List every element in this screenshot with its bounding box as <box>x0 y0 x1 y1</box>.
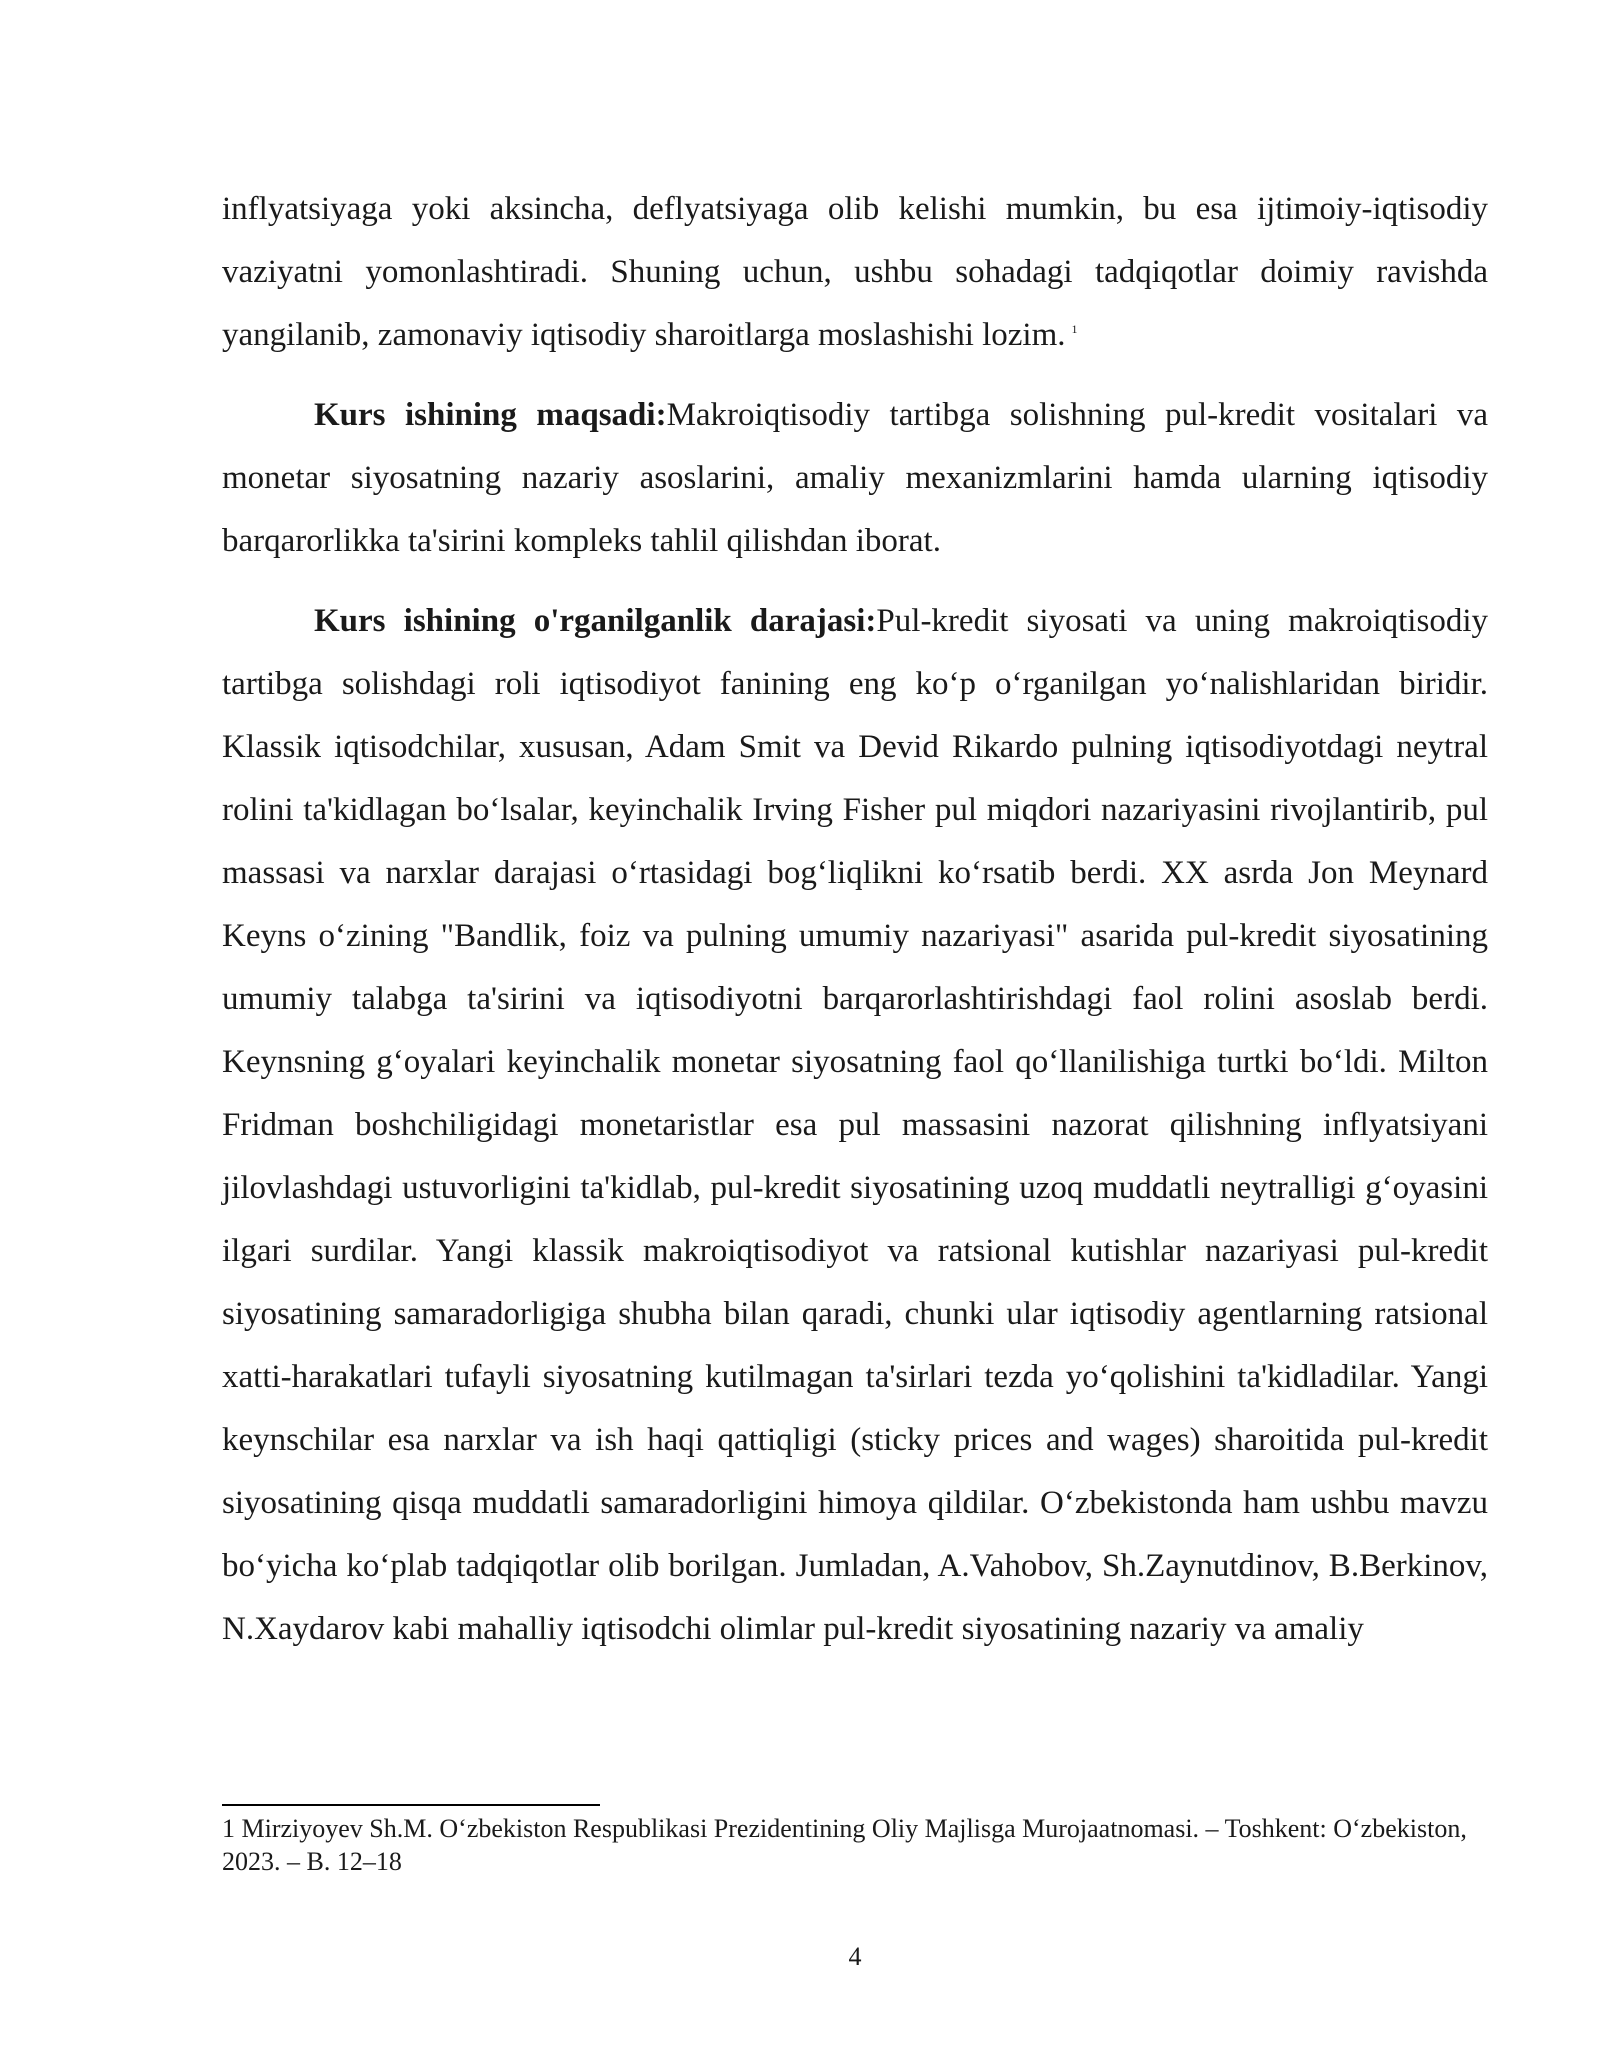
footnote-separator <box>222 1804 600 1806</box>
paragraph-text: Makroiqtisodiy tartibga solishning pul-kredit vositalari va monetar siyosatning nazariy asoslarini, amaliy mexanizmlarini hamda ularning iqtisodiy barqarorlikka ta'sirini kompleks tahlil qilishdan iborat. <box>222 397 1488 559</box>
footnote-reference[interactable]: 1 <box>1071 322 1078 336</box>
paragraph-goal <box>222 384 1488 573</box>
page-number: 4 <box>848 1942 862 1971</box>
paragraph-heading: Kurs ishining maqsadi: <box>314 397 667 433</box>
paragraph-text: inflyatsiyaga yoki aksincha, deflyatsiyaga olib kelishi mumkin, bu esa ijtimoiy-iqtisodiy vaziyatni yomonlashtiradi. Shuning uchun, ushbu sohadagi tadqiqotlar doimiy ravishda yangilanib, zamonaviy iqtisodiy sharoitlarga moslashishi lozim. <box>222 191 1488 353</box>
paragraph-study-level <box>222 590 1488 1661</box>
footnote <box>222 1812 1488 1878</box>
paragraph-heading: Kurs ishining o'rganilganlik darajasi: <box>314 603 877 639</box>
paragraph-text: Pul-kredit siyosati va uning makroiqtisodiy tartibga solishdagi roli iqtisodiyot fanining eng koʻp oʻrganilgan yoʻnalishlaridan biridir. Klassik iqtisodchilar, xususan, Adam Smit va Devid Rikardo pulning iqtisodiyotdagi neytral rolini ta'kidlagan boʻlsalar, keyinchalik Irving Fisher pul miqdori nazariyasini rivojlantirib, pul massasi va narxlar darajasi oʻrtasidagi bogʻliqlikni koʻrsatib berdi. XX asrda Jon Meynard Keyns oʻzining "Bandlik, foiz va pulning umumiy nazariyasi" asarida pul-kredit siyosatining umumiy talabga ta'sirini va iqtisodiyotni barqarorlashtirishdagi faol rolini asoslab berdi. Keynsning gʻoyalari keyinchalik monetar siyosatning faol qoʻllanilishiga turtki boʻldi. Milton Fridman boshchiligidagi monetaristlar esa pul massasini nazorat qilishning inflyatsiyani jilovlashdagi ustuvorligini ta'kidlab, pul-kredit siyosatining uzoq muddatli neytralligi gʻoyasini ilgari surdilar. Yangi klassik makroiqtisodiyot va ratsional kutishlar nazariyasi pul-kredit siyosatining samaradorligiga shubha bilan qaradi, chunki ular iqtisodiy agentlarning ratsional xatti-harakatlari tufayli siyosatning kutilmagan ta'sirlari tezda yoʻqolishini ta'kidladilar. Yangi keynschilar esa narxlar va ish haqi qattiqligi (sticky prices and wages) sharoitida pul-kredit siyosatining qisqa muddatli samaradorligini himoya qildilar. Oʻzbekistonda ham ushbu mavzu boʻyicha koʻplab tadqiqotlar olib borilgan. Jumladan, A.Vahobov, Sh.Zaynutdinov, B.Berkinov, N.Xaydarov kabi mahalliy iqtisodchi olimlar pul-kredit siyosatining nazariy va amaliy <box>222 603 1488 1647</box>
footnote-text: Mirziyoyev Sh.M. Oʻzbekiston Respublikasi Prezidentining Oliy Majlisga Murojaatnomasi. – Toshkent: Oʻzbekiston, 2023. – B. 12–18 <box>222 1814 1467 1876</box>
paragraph-intro-continued <box>222 178 1488 367</box>
footnote-number: 1 <box>222 1814 235 1843</box>
